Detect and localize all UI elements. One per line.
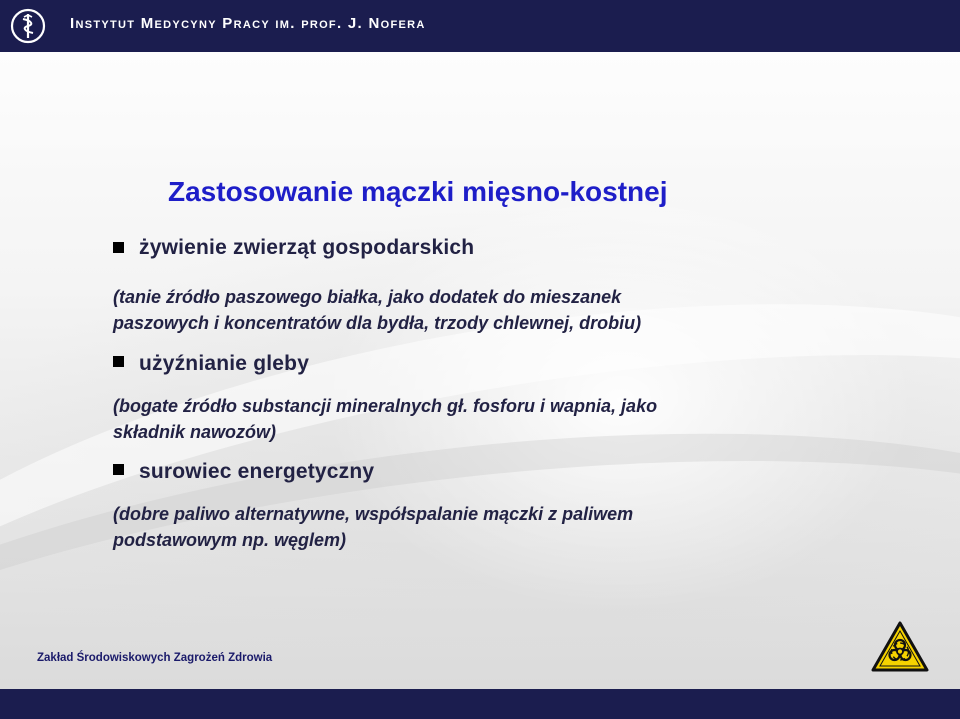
biohazard-warning-icon [871, 621, 929, 673]
caduceus-icon [10, 8, 46, 44]
footer-department: Zakład Środowiskowych Zagrożeń Zdrowia [37, 652, 273, 664]
bullet-square-1 [113, 242, 124, 253]
section-heading-feeding: żywienie zwierząt gospodarskich [139, 236, 475, 259]
section-detail-energy-line-2: podstawowym np. węglem) [113, 530, 347, 550]
header-bar [0, 0, 960, 52]
footer-bar [0, 689, 960, 719]
section-detail-soil-line-2: składnik nawozów) [113, 422, 277, 442]
bullet-square-3 [113, 464, 124, 475]
section-detail-feeding-line-1: (tanie źródło paszowego białka, jako dodatek do mieszanek [113, 287, 622, 307]
section-detail-soil-line-1: (bogate źródło substancji mineralnych gł. fosforu i wapnia, jako [113, 396, 658, 416]
section-heading-soil: użyźnianie gleby [139, 352, 310, 375]
slide-title: Zastosowanie mączki mięsno-kostnej [168, 176, 668, 207]
institute-name: Instytut Medycyny Pracy im. prof. J. Nofera [70, 15, 426, 32]
section-detail-energy-line-1: (dobre paliwo alternatywne, współspalanie mączki z paliwem [113, 504, 634, 524]
bullet-square-2 [113, 356, 124, 367]
section-detail-feeding-line-2: paszowych i koncentratów dla bydła, trzody chlewnej, drobiu) [113, 313, 642, 333]
section-heading-energy: surowiec energetyczny [139, 460, 375, 483]
